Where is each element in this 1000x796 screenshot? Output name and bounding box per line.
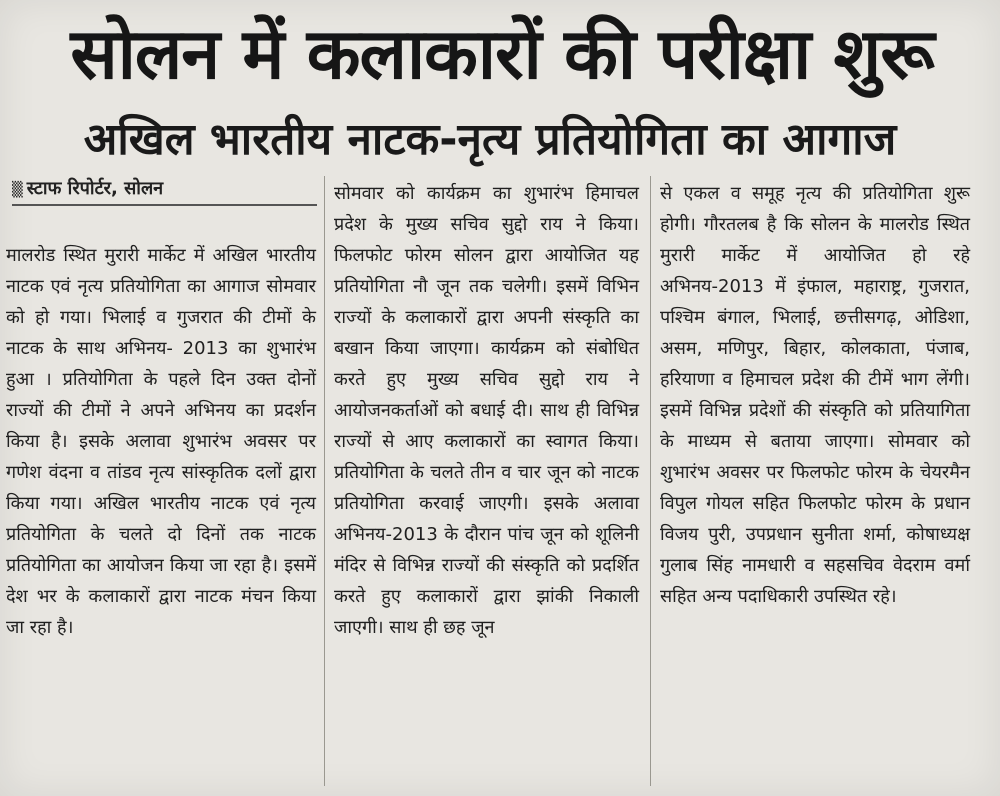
byline-text: स्टाफ रिपोर्टर, सोलन xyxy=(26,178,164,199)
article-column-3 xyxy=(660,178,970,612)
byline-mark: ▒ xyxy=(12,182,23,198)
subheadline: अखिल भारतीय नाटक-नृत्य प्रतियोगिता का आगाज xyxy=(83,114,897,165)
headline: सोलन में कलाकारों की परीक्षा शुरू xyxy=(70,13,934,95)
column-3-text: से एकल व समूह नृत्य की प्रतियोगिता शुरू होगी। गौरतलब है कि सोलन के मालरोड स्थित मुरारी मार्केट में आयोजित हो रहे अभिनय-2013 में इंफाल, महाराष्ट्र, गुजरात, पश्चिम बंगाल, भिलाई, छत्तीसगढ़, ओडिशा, असम, मणिपुर, बिहार, कोलकाता, पंजाब, हरियाणा व हिमाचल प्रदेश की टीमें भाग लेंगी। इसमें विभिन्न प्रदेशों की संस्कृति को प्रतियागिता के माध्यम से बताया जाएगा। सोमवार को शुभारंभ अवसर पर फिलफोट फोरम के चेयरमैन विपुल गोयल सहित फिलफोट फोरम के प्रधान विजय पुरी, उपप्रधान सुनीता शर्मा, कोषाध्यक्ष गुलाब सिंह नामधारी व सहसचिव वेदराम वर्मा सहित अन्य पदाधिकारी उपस्थित रहे। xyxy=(660,183,970,607)
article-column-2 xyxy=(334,178,639,643)
article-column-1 xyxy=(6,240,316,643)
column-1-text: मालरोड स्थित मुरारी मार्केट में अखिल भारतीय नाटक एवं नृत्य प्रतियोगिता का आगाज सोमवार को हो गया। भिलाई व गुजरात की टीमों के नाटक के साथ अभिनय- 2013 का शुभारंभ हुआ । प्रतियोगिता के पहले दिन उक्त दोनों राज्यों की टीमों ने अपने अभिनय का प्रदर्शन किया है। इसके अलावा शुभारंभ अवसर पर गणेश वंदना व तांडव नृत्य सांस्कृतिक दलों द्वारा किया गया। अखिल भारतीय नाटक एवं नृत्य प्रतियोगिता के चलते दो दिनों तक नाटक प्रतियोगिता का आयोजन किया जा रहा है। इसमें देश भर के कलाकारों द्वारा नाटक मंचन किया जा रहा है। xyxy=(6,245,316,638)
column-divider xyxy=(650,176,651,786)
column-divider xyxy=(324,176,325,786)
byline xyxy=(12,176,312,202)
byline-rule xyxy=(12,204,317,206)
column-2-text: सोमवार को कार्यक्रम का शुभारंभ हिमाचल प्रदेश के मुख्य सचिव सुद्दो राय ने किया। फिलफोट फोरम सोलन द्वारा आयोजित यह प्रतियोगिता नौ जून तक चलेगी। इसमें विभिन राज्यों के कलाकारों द्वारा अपनी संस्कृति का बखान किया जाएगा। कार्यक्रम को संबोधित करते हुए मुख्य सचिव सुद्दो राय ने आयोजनकर्ताओं को बधाई दी। साथ ही विभिन्न राज्यों से आए कलाकारों का स्वागत किया। प्रतियोगिता के चलते तीन व चार जून को नाटक प्रतियोगिता करवाई जाएगी। इसके अलावा अभिनय-2013 के दौरान पांच जून को शूलिनी मंदिर से विभिन्न राज्यों की संस्कृति को प्रदर्शित करते हुए कलाकारों द्वारा झांकी निकाली जाएगी। साथ ही छह जून xyxy=(334,183,639,638)
